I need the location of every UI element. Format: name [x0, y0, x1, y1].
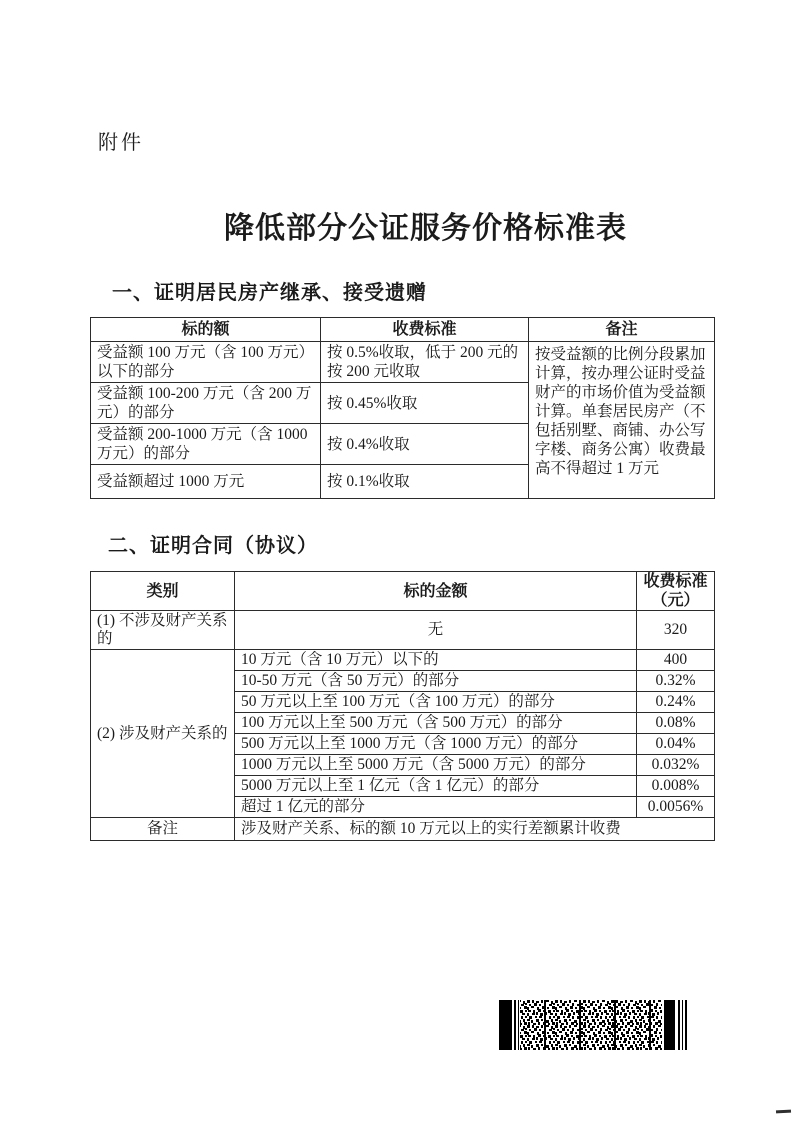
fee-cell: 按 0.5%收取，低于 200 元的按 200 元收取	[321, 342, 529, 383]
category-cell: (2) 涉及财产关系的	[91, 650, 235, 818]
scan-artifact-mark	[776, 1110, 791, 1114]
table-row	[91, 650, 715, 671]
attachment-label: 附件	[98, 132, 144, 154]
amount-cell: 10 万元（含 10 万元）以下的	[235, 650, 637, 671]
fee-cell: 0.032%	[637, 755, 715, 776]
header-fee-standard: 收费标准	[321, 318, 529, 342]
table-row	[91, 342, 715, 383]
fee-cell: 按 0.4%收取	[321, 424, 529, 465]
fee-cell: 按 0.1%收取	[321, 465, 529, 499]
amount-cell: 500 万元以上至 1000 万元（含 1000 万元）的部分	[235, 734, 637, 755]
subject-cell: 受益额 100 万元（含 100 万元）以下的部分	[91, 342, 321, 383]
subject-cell: 受益额超过 1000 万元	[91, 465, 321, 499]
fee-cell: 0.32%	[637, 671, 715, 692]
amount-cell: 1000 万元以上至 5000 万元（含 5000 万元）的部分	[235, 755, 637, 776]
pdf417-barcode-icon	[499, 1000, 688, 1050]
table-row	[91, 611, 715, 650]
fee-cell: 0.04%	[637, 734, 715, 755]
header-remark: 备注	[529, 318, 715, 342]
fee-cell: 0.0056%	[637, 797, 715, 818]
table-header-row	[91, 572, 715, 611]
category-cell: (1) 不涉及财产关系的	[91, 611, 235, 650]
remark-cell: 按受益额的比例分段累加计算，按办理公证时受益财产的市场价值为受益额计算。单套居民房产（不包括别墅、商铺、办公写字楼、商务公寓）收费最高不得超过 1 万元	[529, 342, 715, 499]
table-header-row	[91, 318, 715, 342]
header-target-amount: 标的金额	[235, 572, 637, 611]
section-1-heading: 一、证明居民房产继承、接受遗赠	[112, 282, 427, 304]
header-fee-standard-yuan: 收费标准（元）	[637, 572, 715, 611]
subject-cell: 受益额 100-200 万元（含 200 万元）的部分	[91, 383, 321, 424]
amount-cell: 无	[235, 611, 637, 650]
amount-cell: 5000 万元以上至 1 亿元（含 1 亿元）的部分	[235, 776, 637, 797]
amount-cell: 超过 1 亿元的部分	[235, 797, 637, 818]
document-title: 降低部分公证服务价格标准表	[224, 212, 627, 245]
subject-cell: 受益额 200-1000 万元（含 1000 万元）的部分	[91, 424, 321, 465]
fee-cell: 400	[637, 650, 715, 671]
fee-cell: 0.24%	[637, 692, 715, 713]
amount-cell: 100 万元以上至 500 万元（含 500 万元）的部分	[235, 713, 637, 734]
remark-cell: 涉及财产关系、标的额 10 万元以上的实行差额累计收费	[235, 818, 715, 841]
contract-fee-table	[90, 571, 715, 841]
fee-cell: 320	[637, 611, 715, 650]
amount-cell: 50 万元以上至 100 万元（含 100 万元）的部分	[235, 692, 637, 713]
amount-cell: 10-50 万元（含 50 万元）的部分	[235, 671, 637, 692]
remark-label-cell: 备注	[91, 818, 235, 841]
header-subject-amount: 标的额	[91, 318, 321, 342]
section-2-heading: 二、证明合同（协议）	[108, 535, 318, 557]
inheritance-fee-table	[90, 317, 715, 499]
fee-cell: 按 0.45%收取	[321, 383, 529, 424]
header-category: 类别	[91, 572, 235, 611]
fee-cell: 0.008%	[637, 776, 715, 797]
fee-cell: 0.08%	[637, 713, 715, 734]
table-row	[91, 818, 715, 841]
